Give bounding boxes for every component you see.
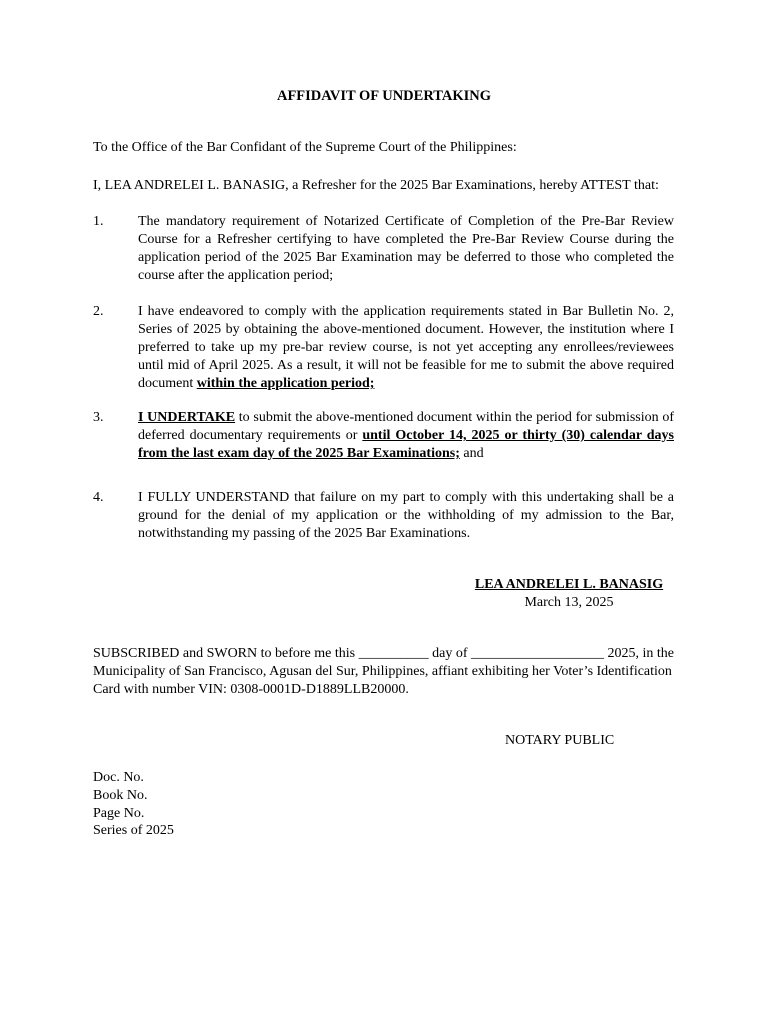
item-text-block (138, 409, 674, 463)
undertaking-item-3 (93, 409, 674, 463)
item-number: 3. (93, 410, 104, 425)
doc-no-label: Doc. No. (93, 770, 144, 785)
item-text: to submit the above-mentioned document within the period for submission of deferred documentary requirements or (138, 410, 674, 443)
undertaking-item-1 (93, 213, 674, 285)
item-text: I FULLY UNDERSTAND that failure on my part to comply with this undertaking shall be a ground for the denial of my application or the withholding of my admission to the Bar, notwithstanding my passing of the 2025 Bar Examinations. (138, 490, 674, 541)
page-no-label: Page No. (93, 806, 145, 821)
item-text: The mandatory requirement of Notarized Certificate of Completion of the Pre-Bar Review Course for a Refresher certifying to have completed the Pre-Bar Review Course during the application period of the 2025 Bar Examination may be deferred to those who completed the course after the application period; (138, 214, 674, 283)
item-number: 1. (93, 214, 104, 229)
undertaking-item-2 (93, 303, 674, 393)
series-label: Series of 2025 (93, 823, 174, 838)
item-text-block (138, 303, 674, 393)
item-number: 2. (93, 304, 104, 319)
signature-date: March 13, 2025 (524, 595, 614, 610)
item-emphasis: within the application period; (196, 376, 375, 391)
item-tail: and (459, 446, 484, 461)
addressee-line: To the Office of the Bar Confidant of the Supreme Court of the Philippines: (93, 140, 517, 155)
jurat-paragraph: SUBSCRIBED and SWORN to before me this __________ day of ___________________ 2025, in the Municipality of San Francisco, Agusan del Sur, Philippines, affiant exhibiting her Voter’s Identification Card with number VIN: 0308-0001D-D1889LLB20000. (93, 646, 674, 697)
item-emphasis: until October 14, 2025 or thirty (30) calendar days from the last exam day of the 2025 Bar Examinations; (138, 428, 674, 461)
attest-statement: I, LEA ANDRELEI L. BANASIG, a Refresher for the 2025 Bar Examinations, hereby ATTEST that: (93, 178, 659, 193)
undertaking-item-4 (93, 489, 674, 543)
item-lead: I UNDERTAKE (138, 410, 236, 425)
item-text: I have endeavored to comply with the application requirements stated in Bar Bulletin No. 2, Series of 2025 by obtaining the above-mentioned document. However, the institution where I preferred to take up my pre-bar review course, is not yet accepting any enrollees/reviewees until mid of April 2025. As a result, it will not be feasible for me to submit the above required document (138, 304, 674, 391)
book-no-label: Book No. (93, 788, 148, 803)
signatory-name: LEA ANDRELEI L. BANASIG (474, 577, 664, 592)
item-number: 4. (93, 490, 104, 505)
document-title: AFFIDAVIT OF UNDERTAKING (276, 88, 492, 104)
notary-public-label: NOTARY PUBLIC (505, 733, 615, 748)
